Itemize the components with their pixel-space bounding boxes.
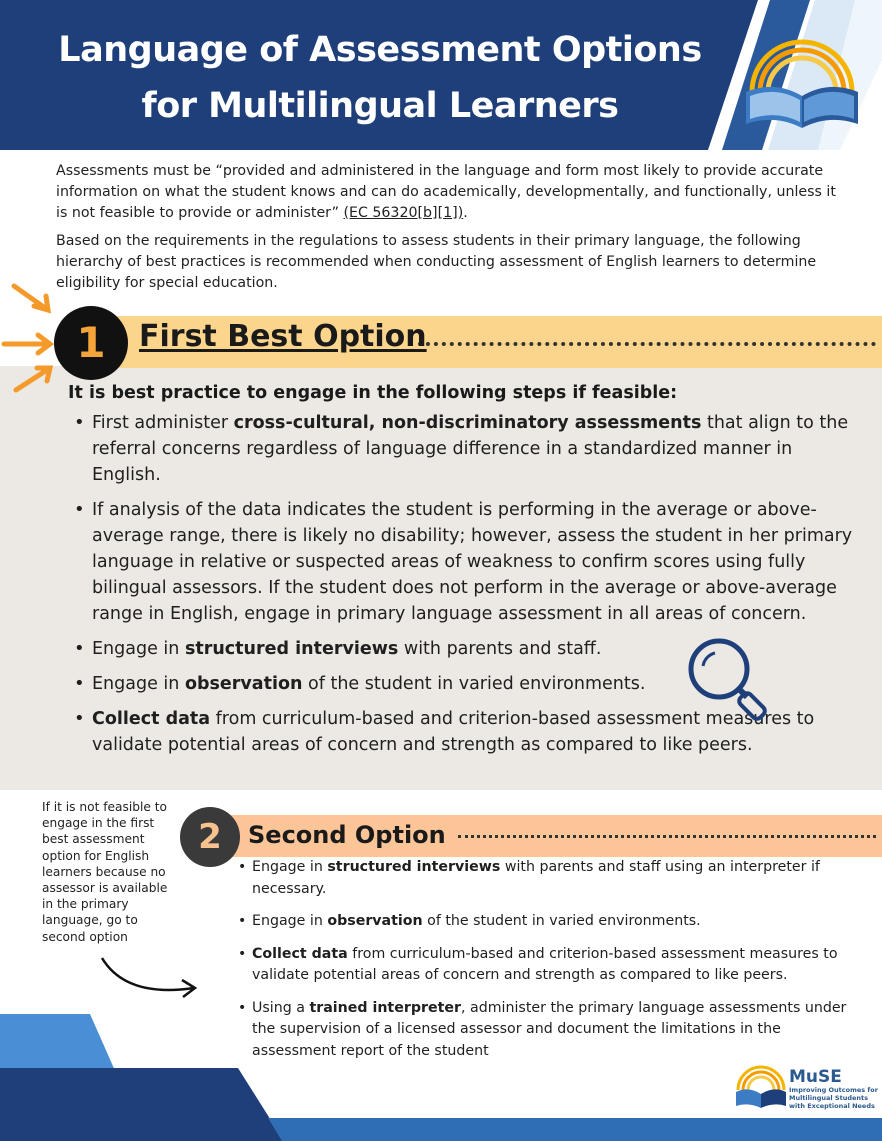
ec-citation-link[interactable]: (EC 56320[b][1]) xyxy=(343,205,464,221)
option-1-number-badge: 1 xyxy=(54,306,128,380)
book-icon xyxy=(734,1064,788,1110)
magnifier-icon xyxy=(685,636,780,721)
curved-arrow-icon xyxy=(96,952,206,1004)
list-item: • First administer cross-cultural, non-discriminatory assessments that align to the referral concerns regardless of language difference in a standardized manner in English. xyxy=(92,410,864,488)
option-2-title: Second Option xyxy=(248,821,446,849)
list-item: • Engage in observation of the student in varied environments. xyxy=(252,911,852,933)
first-option-dotted-rule xyxy=(418,342,876,346)
page-title-line-1: Language of Assessment Options xyxy=(58,30,702,70)
list-item: • Engage in structured interviews with parents and staff using an interpreter if necessary. xyxy=(252,857,852,900)
list-item: • If analysis of the data indicates the student is performing in the average or above-average range, there is likely no disability; however, assess the student in her primary language in relative or suspected areas of weakness to confirm scores using fully bilingual assessors. If the student does not perform in the average or above-average range in English, engage in primary language assessment in all areas of concern. xyxy=(92,497,864,627)
list-item: • Using a trained interpreter, administer the primary language assessments under the supervision of a licensed assessor and document the limitations in the assessment report of the student xyxy=(252,998,852,1063)
page-title-line-2: for Multilingual Learners xyxy=(141,86,619,126)
option-1-lead-text: It is best practice to engage in the following steps if feasible: xyxy=(68,383,678,403)
logo-wordmark: MuSE xyxy=(789,1067,842,1087)
intro-paragraph-1: Assessments must be “provided and administered in the language and form most likely to provide accurate information on what the student knows and can do academically, developmentally, and functionally, unless it is not feasible to provide or administer” (EC 56320[b][1]). xyxy=(56,163,836,221)
list-item: • Engage in structured interviews with parents and staff. xyxy=(92,636,864,662)
list-item: • Collect data from curriculum-based and criterion-based assessment measures to validate potential areas of concern and strength as compared to like peers. xyxy=(92,706,864,758)
header-banner xyxy=(0,0,882,150)
side-note: If it is not feasible to engage in the first best assessment option for English learners because no assessor is available in the primary language, go to second option xyxy=(42,800,168,944)
option-1-title: First Best Option xyxy=(139,319,427,354)
option-2-number-badge: 2 xyxy=(180,807,240,867)
second-option-dotted-rule xyxy=(458,835,876,838)
intro-paragraph-2: Based on the requirements in the regulations to assess students in their primary language, the following hierarchy of best practices is recommended when conducting assessment of English learners to determine eligibility for special education. xyxy=(56,233,817,291)
list-item: • Collect data from curriculum-based and criterion-based assessment measures to validate potential areas of concern and strength as compared to like peers. xyxy=(252,944,852,987)
logo-tagline: Improving Outcomes for Multilingual Students with Exceptional Needs xyxy=(789,1086,878,1110)
list-item: • Engage in observation of the student in varied environments. xyxy=(92,671,864,697)
